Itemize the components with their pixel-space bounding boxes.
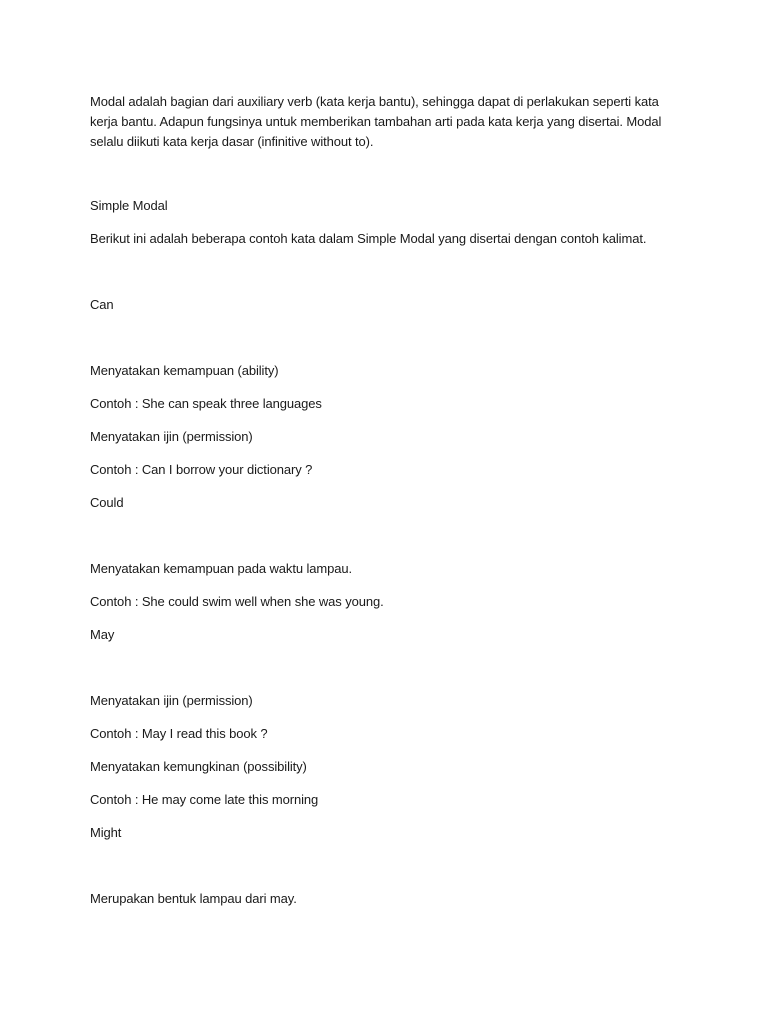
could-example-past-ability: Contoh : She could swim well when she was young. <box>90 594 384 609</box>
document-body <box>90 92 675 909</box>
section-title: Simple Modal <box>90 198 168 213</box>
may-example-possibility: Contoh : He may come late this morning <box>90 792 319 807</box>
intro-paragraph: Modal adalah bagian dari auxiliary verb (kata kerja bantu), sehingga dapat di perlakukan seperti kata kerja bantu. Adapun fungsinya untuk memberikan tambahan arti pada kata kerja yang disertai. Modal selalu diikuti kata kerja dasar (infinitive without to). <box>90 94 662 149</box>
may-meaning-permission: Menyatakan ijin (permission) <box>90 693 253 708</box>
modal-heading-could: Could <box>90 495 124 510</box>
might-meaning-past-of-may: Merupakan bentuk lampau dari may. <box>90 891 297 906</box>
section-intro: Berikut ini adalah beberapa contoh kata dalam Simple Modal yang disertai dengan contoh kalimat. <box>90 231 647 246</box>
modal-heading-might: Might <box>90 825 122 840</box>
can-meaning-ability: Menyatakan kemampuan (ability) <box>90 363 279 378</box>
can-example-permission: Contoh : Can I borrow your dictionary ? <box>90 462 313 477</box>
modal-heading-can: Can <box>90 297 114 312</box>
may-example-permission: Contoh : May I read this book ? <box>90 726 268 741</box>
can-meaning-permission: Menyatakan ijin (permission) <box>90 429 253 444</box>
modal-heading-may: May <box>90 627 115 642</box>
could-meaning-past-ability: Menyatakan kemampuan pada waktu lampau. <box>90 561 353 576</box>
may-meaning-possibility: Menyatakan kemungkinan (possibility) <box>90 759 307 774</box>
can-example-ability: Contoh : She can speak three languages <box>90 396 322 411</box>
